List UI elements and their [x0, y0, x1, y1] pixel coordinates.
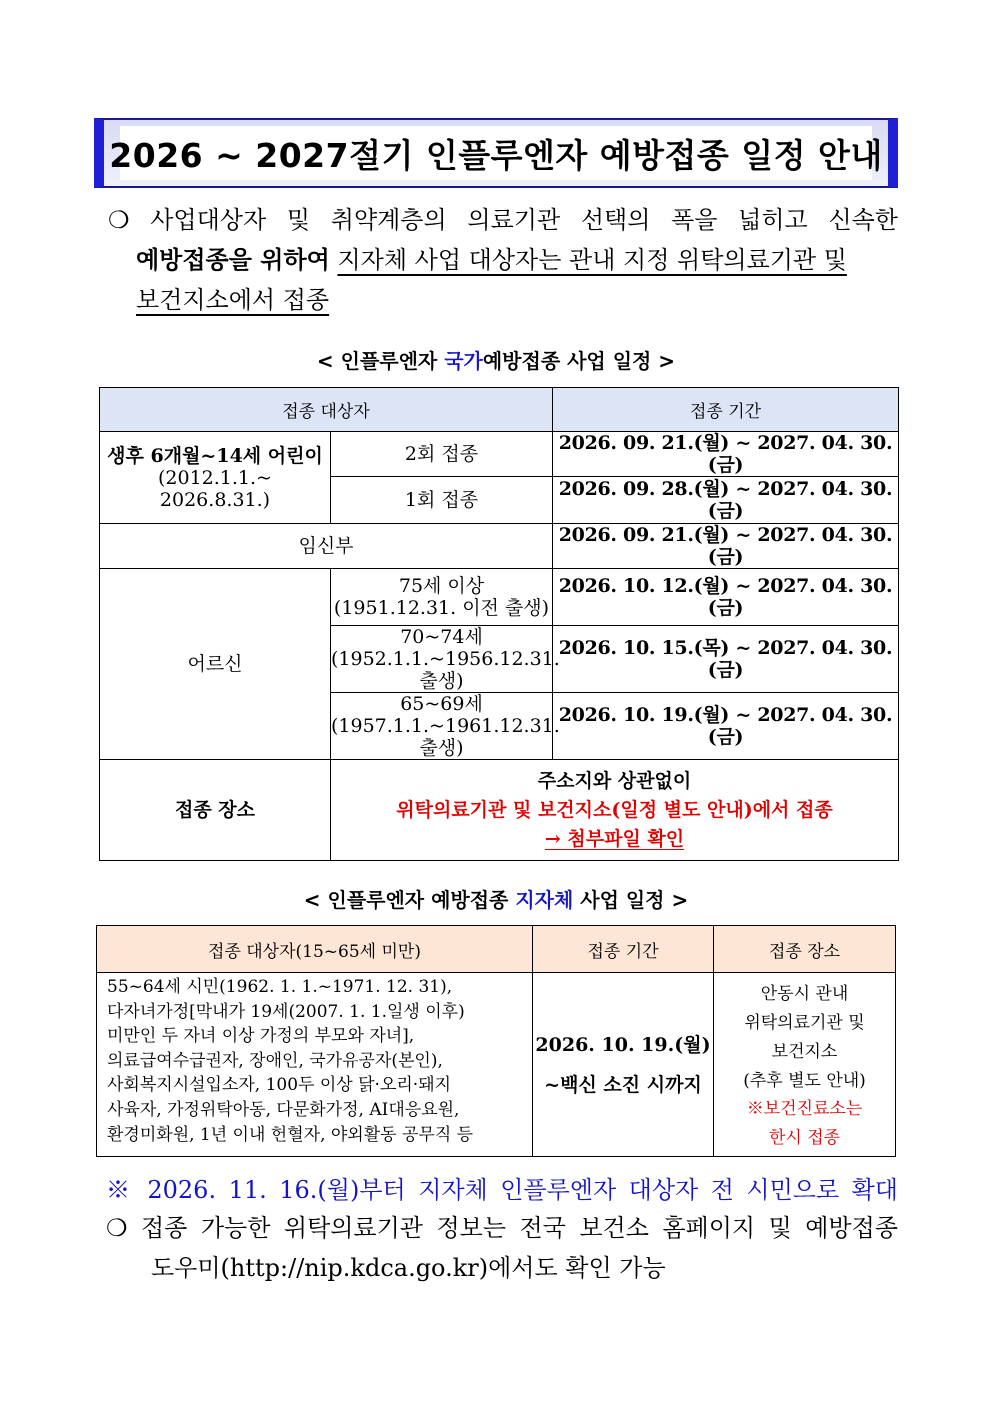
- intro-underlined-text-1: 지자체 사업 대상자는 관내 지정 위탁의료기관 및: [337, 246, 847, 274]
- children-label: 생후 6개월~14세 어린이: [107, 444, 323, 467]
- age-text: 75세 이상: [398, 575, 485, 597]
- table-row: [100, 569, 899, 626]
- section1-title-highlight: 국가: [444, 349, 483, 373]
- place-cell: [331, 760, 899, 861]
- intro-paragraph: [108, 200, 898, 320]
- dose-cell: 1회 접종: [331, 477, 553, 524]
- pregnant-label: 임신부: [100, 524, 553, 569]
- local-place-cell: [714, 973, 896, 1157]
- expansion-note: ※ 2026. 11. 16.(월)부터 지자체 인플루엔자 대상자 전 시민으로 확대: [106, 1176, 898, 1204]
- section1-title: [94, 345, 898, 374]
- header-target: 접종 대상자: [100, 388, 553, 432]
- birth-text: (1957.1.1.~1961.12.31.출생): [331, 715, 560, 759]
- header-place: 접종 장소: [714, 926, 896, 973]
- local-period-line-1: 2026. 10. 19.(월): [535, 1033, 711, 1056]
- section1-title-pre: < 인플루엔자: [316, 349, 445, 373]
- intro-bold-text: 예방접종을 위하여: [136, 245, 330, 274]
- elderly-label: 어르신: [100, 569, 331, 760]
- period-cell: 2026. 09. 28.(월) ~ 2027. 04. 30.(금): [553, 477, 899, 524]
- period-cell: 2026. 10. 15.(목) ~ 2027. 04. 30.(금): [553, 626, 899, 693]
- dose-cell: 2회 접종: [331, 432, 553, 477]
- section2-title-pre: < 인플루엔자 예방접종: [303, 888, 516, 912]
- target-line: 55~64세 시민(1962. 1. 1.~1971. 12. 31),: [107, 977, 453, 997]
- place-line: 안동시 관내: [760, 984, 849, 1005]
- table-row: [100, 524, 899, 569]
- outro-paragraph: [106, 1208, 898, 1288]
- period-cell: 2026. 10. 12.(월) ~ 2027. 04. 30.(금): [553, 569, 899, 626]
- bullet-icon: ❍: [106, 1214, 128, 1242]
- section2-title-post: 사업 일정 >: [573, 888, 689, 912]
- place-label: 접종 장소: [100, 760, 331, 861]
- header-period: 접종 기간: [553, 388, 899, 432]
- place-line: 위탁의료기관 및: [744, 1012, 865, 1033]
- children-range: (2012.1.1.~ 2026.8.31.): [158, 466, 272, 511]
- intro-line-3: [108, 280, 898, 320]
- age-cell: [331, 693, 560, 760]
- page-title: 2026 ~ 2027절기 인플루엔자 예방접종 일정 안내: [109, 135, 883, 175]
- outro-text-1: 접종 가능한 위탁의료기관 정보는 전국 보건소 홈페이지 및 예방접종: [141, 1214, 898, 1242]
- age-text: 65~69세: [400, 693, 483, 715]
- targets-cell: [97, 973, 533, 1157]
- section1-title-post: 예방접종 사업 일정 >: [482, 349, 676, 373]
- place-line-1: 주소지와 상관없이: [537, 769, 692, 792]
- place-line-2: 위탁의료기관 및 보건지소(일정 별도 안내)에서 접종: [396, 798, 833, 821]
- intro-underlined-text-2: 보건지소에서 접종: [136, 286, 330, 314]
- target-line: 사육자, 가정위탁아동, 다문화가정, AI대응요원,: [107, 1099, 460, 1120]
- table-header-row: [100, 388, 899, 432]
- period-cell: 2026. 09. 21.(월) ~ 2027. 04. 30.(금): [553, 432, 899, 477]
- title-box: [94, 118, 898, 188]
- outro-line-2: 도우미(http://nip.kdca.go.kr)에서도 확인 가능: [151, 1254, 666, 1282]
- intro-line-2: [108, 240, 898, 280]
- place-note-line: ※보건진료소는: [746, 1099, 863, 1120]
- section2-title-highlight: 지자체: [515, 888, 574, 912]
- target-line: 미만인 두 자녀 이상 가정의 부모와 자녀],: [107, 1026, 415, 1047]
- period-cell: 2026. 10. 19.(월) ~ 2027. 04. 30.(금): [553, 693, 899, 760]
- local-schedule-table: [96, 925, 896, 1157]
- header-period: 접종 기간: [533, 926, 714, 973]
- header-target: 접종 대상자(15~65세 미만): [97, 926, 533, 973]
- age-cell: [331, 569, 553, 626]
- period-cell: 2026. 09. 21.(월) ~ 2027. 04. 30.(금): [553, 524, 899, 569]
- attachment-link[interactable]: → 첨부파일 확인: [544, 827, 685, 850]
- place-note-line: 한시 접종: [768, 1128, 841, 1149]
- outro-line-1: [106, 1208, 898, 1248]
- intro-line-1: [108, 200, 898, 240]
- target-line: 의료급여수급권자, 장애인, 국가유공자(본인),: [107, 1050, 443, 1071]
- local-period-cell: [533, 973, 714, 1157]
- target-line: 다자녀가정[막내가 19세(2007. 1. 1.일생 이후): [107, 1001, 465, 1022]
- age-text: 70~74세: [400, 626, 483, 648]
- place-line: (추후 별도 안내): [743, 1070, 866, 1091]
- table-header-row: [97, 926, 896, 973]
- table-row: [97, 973, 896, 1157]
- target-line: 환경미화원, 1년 이내 헌혈자, 야외활동 공무직 등: [107, 1124, 474, 1145]
- local-period-line-2: ~백신 소진 시까지: [544, 1073, 702, 1096]
- table-row: [100, 760, 899, 861]
- target-line: 사회복지시설입소자, 100두 이상 닭·오리·돼지: [107, 1075, 452, 1096]
- place-line: 보건지소: [771, 1041, 838, 1062]
- section2-title: [94, 884, 898, 913]
- national-schedule-table: [99, 387, 899, 861]
- intro-text-1: 사업대상자 및 취약계층의 의료기관 선택의 폭을 넓히고 신속한: [150, 206, 898, 234]
- birth-text: (1951.12.31. 이전 출생): [333, 597, 550, 619]
- children-cell: [100, 432, 331, 524]
- bullet-icon: ❍: [108, 206, 130, 234]
- table-row: [100, 432, 899, 477]
- birth-text: (1952.1.1.~1956.12.31.출생): [331, 648, 560, 692]
- age-cell: [331, 626, 560, 693]
